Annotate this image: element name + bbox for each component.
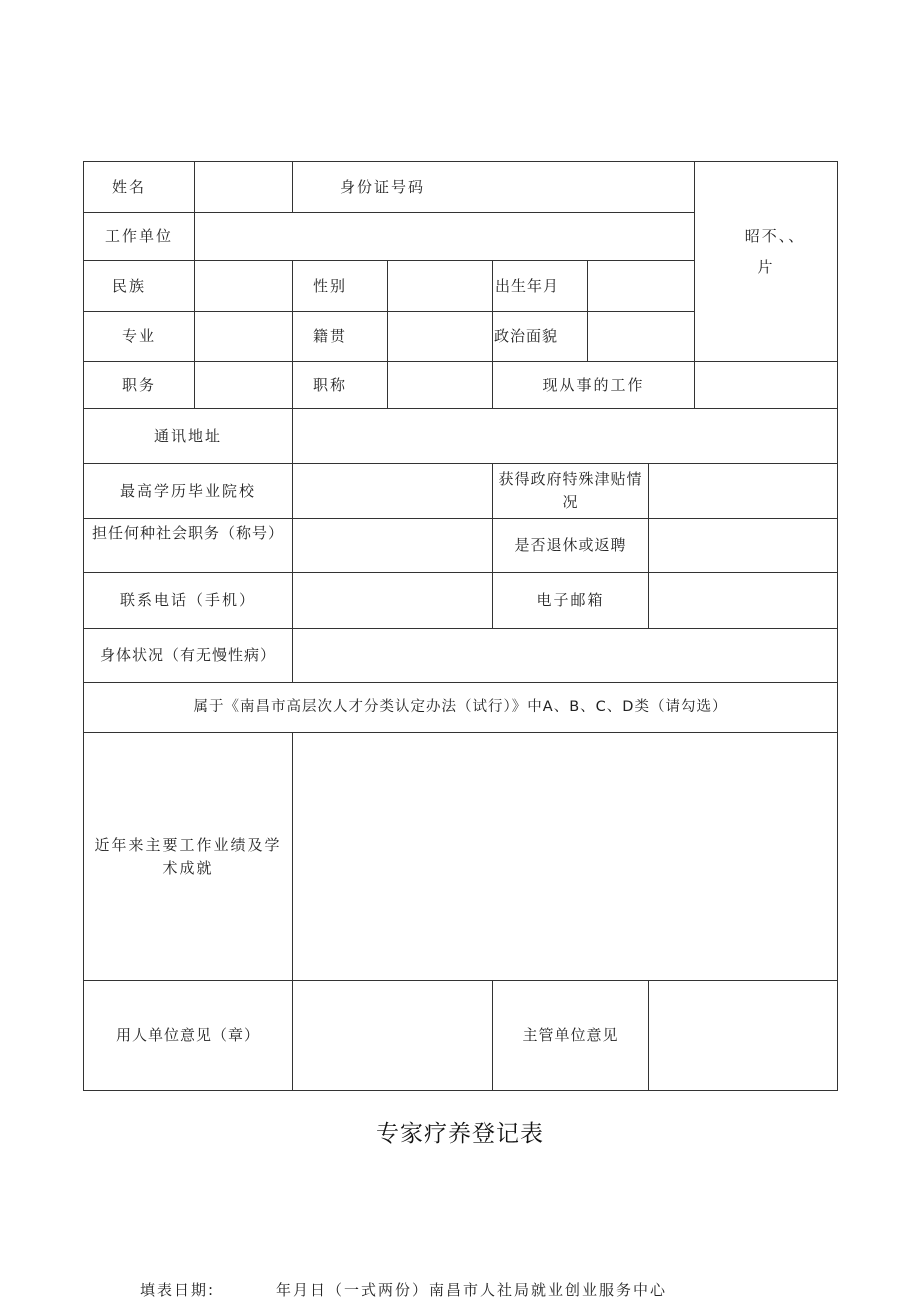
retired-rehired-label: 是否退休或返聘	[514, 536, 627, 554]
phone-label: 联系电话（手机）	[119, 591, 256, 609]
professional-title-field[interactable]	[388, 362, 492, 408]
footer-issuer-text: 年月日（一式两份）南昌市人社局就业创业服务中心	[276, 1281, 668, 1299]
authority-opinion-label: 主管单位意见	[522, 1026, 619, 1044]
major-field[interactable]	[195, 312, 292, 361]
document-title: 专家疗养登记表	[376, 1121, 544, 1147]
gender-label: 性别	[313, 276, 348, 295]
health-status-label: 身体状况（有无慢性病）	[99, 646, 276, 664]
email-field[interactable]	[649, 573, 837, 628]
employer-field[interactable]	[195, 213, 694, 260]
talent-category-row[interactable]: 属于《南昌市高层次人才分类认定办法（试行）》中A、B、C、D类（请勾选）	[193, 699, 728, 715]
birth-date-field[interactable]	[588, 261, 694, 311]
photo-area[interactable]	[695, 162, 837, 361]
employer-opinion-label: 用人单位意见（章）	[115, 1026, 260, 1044]
position-label: 职务	[121, 375, 156, 394]
name-field[interactable]	[195, 162, 292, 212]
retired-rehired-field[interactable]	[649, 519, 837, 572]
social-position-field[interactable]	[293, 519, 492, 572]
social-position-label: 担任何种社会职务（称号）	[91, 523, 284, 542]
position-field[interactable]	[195, 362, 292, 408]
graduate-school-field[interactable]	[293, 464, 492, 518]
email-label: 电子邮箱	[536, 591, 605, 609]
professional-title-label: 职称	[313, 375, 348, 394]
authority-opinion-field[interactable]	[649, 981, 837, 1090]
government-allowance-label: 获得政府特殊津贴情况	[498, 470, 643, 511]
ethnicity-field[interactable]	[195, 261, 292, 311]
political-status-field[interactable]	[588, 312, 694, 361]
address-label: 通讯地址	[153, 426, 222, 445]
native-place-field[interactable]	[388, 312, 492, 361]
phone-field[interactable]	[293, 573, 492, 628]
employer-label: 工作单位	[104, 227, 173, 245]
health-status-field[interactable]	[293, 629, 837, 682]
photo-label-line2: 片	[757, 257, 775, 276]
photo-label-line1: 昭不、、	[744, 226, 806, 245]
achievements-field[interactable]	[293, 733, 837, 980]
ethnicity-label: 民族	[112, 276, 147, 295]
government-allowance-field[interactable]	[649, 464, 837, 518]
name-label: 姓名	[112, 177, 147, 196]
native-place-label: 籍贯	[313, 327, 348, 345]
political-status-label: 政治面貌	[494, 327, 559, 345]
major-label: 专业	[121, 327, 156, 345]
fill-date-label: 填表日期:	[140, 1281, 216, 1299]
employer-opinion-field[interactable]	[293, 981, 492, 1090]
current-work-label: 现从事的工作	[542, 375, 645, 394]
address-field[interactable]	[293, 409, 837, 463]
gender-field[interactable]	[388, 261, 492, 311]
birth-date-label: 出生年月	[495, 276, 560, 295]
current-work-field[interactable]	[695, 362, 837, 408]
id-number-label: 身份证号码	[340, 177, 426, 196]
achievements-label: 近年来主要工作业绩及学术成就	[94, 835, 282, 877]
graduate-school-label: 最高学历毕业院校	[119, 481, 256, 500]
